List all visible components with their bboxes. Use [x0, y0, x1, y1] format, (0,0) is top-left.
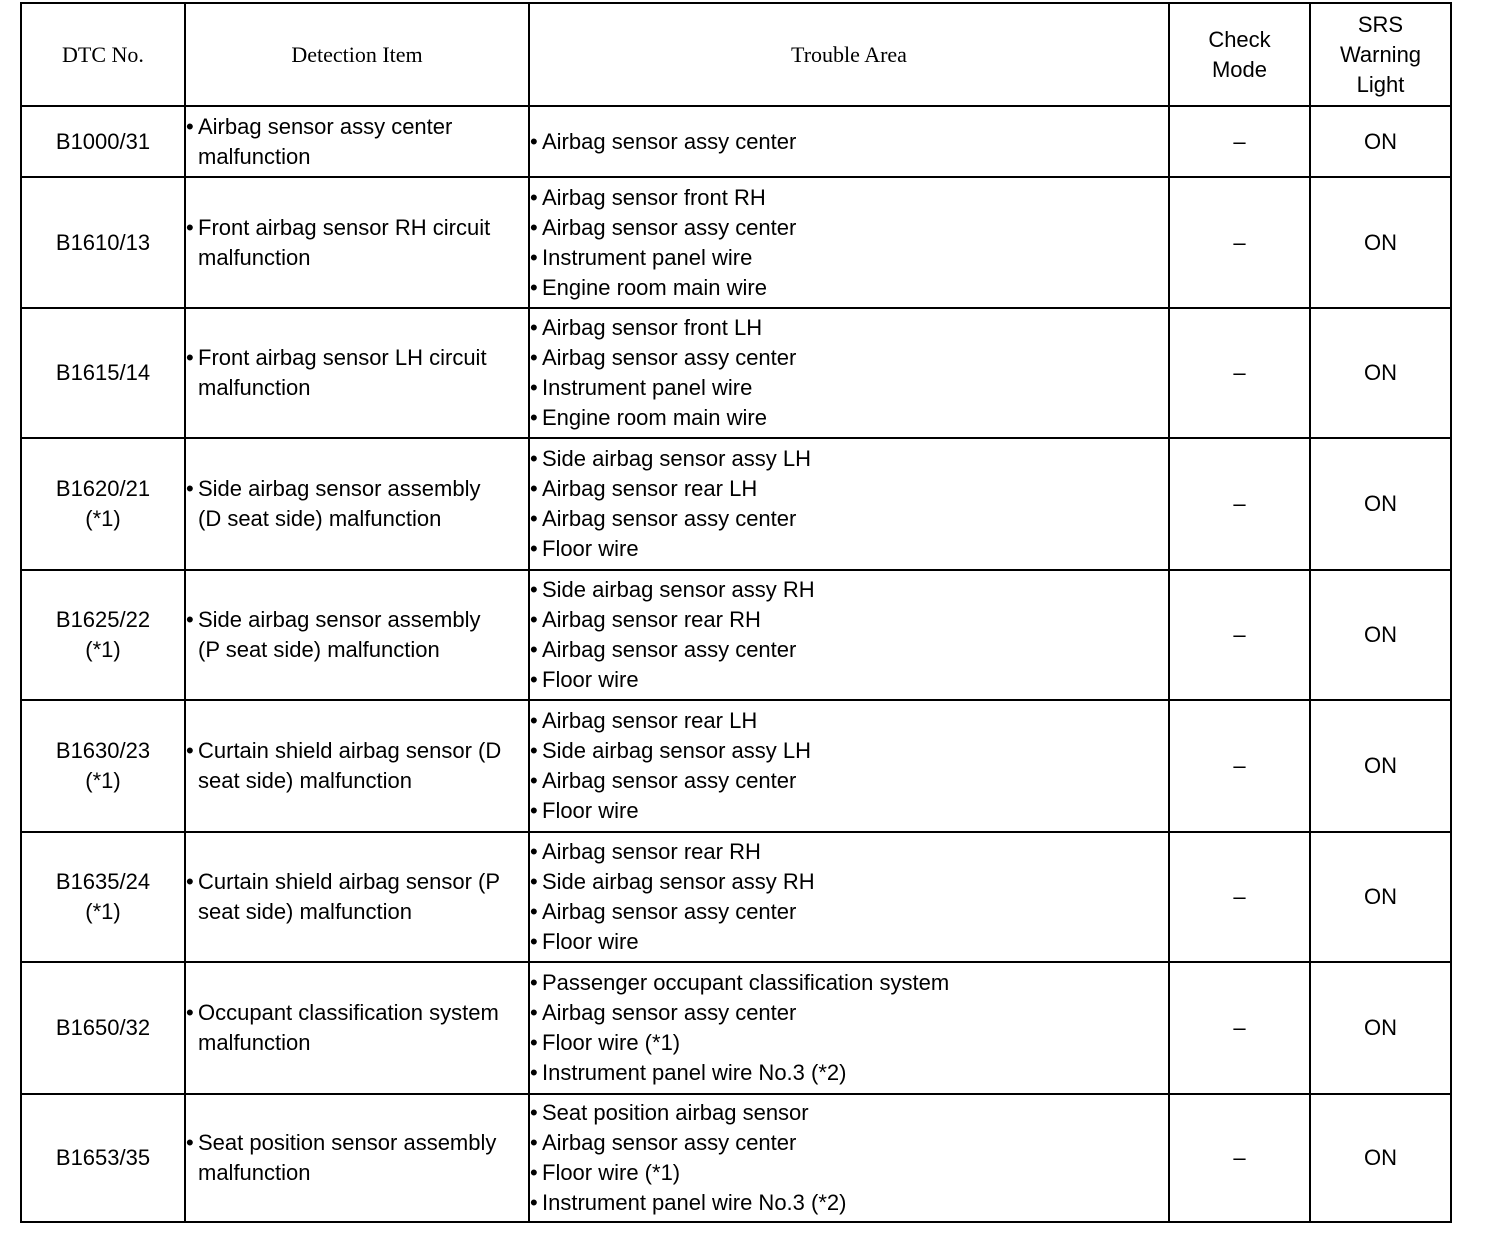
- trouble-area-item: [530, 1158, 1168, 1188]
- trouble-area-text: Floor wire (*1): [542, 1030, 681, 1055]
- srs-warning-light-cell: ON: [1310, 570, 1451, 700]
- bullet-glyph: •: [530, 274, 538, 300]
- trouble-area-text: Airbag sensor assy center: [542, 1130, 797, 1155]
- trouble-area-text: Airbag sensor assy center: [542, 506, 797, 531]
- bullet-glyph: •: [530, 345, 538, 370]
- detection-item-cell: [185, 438, 529, 570]
- dtc-table: [20, 2, 1452, 1223]
- table-row: [21, 700, 1451, 832]
- bullet-glyph: •: [530, 506, 538, 531]
- dtc-no-cell: B1650/32: [21, 962, 185, 1094]
- bullet-glyph: •: [530, 1160, 538, 1185]
- bullet-glyph: •: [530, 244, 538, 270]
- trouble-area-text: Passenger occupant classification system: [542, 970, 950, 995]
- detection-item-text: Side airbag sensor assembly (D seat side) malfunction: [198, 476, 481, 531]
- table-row: [21, 570, 1451, 700]
- bullet-glyph: •: [530, 738, 538, 763]
- trouble-area-text: Engine room main wire: [542, 405, 767, 430]
- dtc-no-cell: B1610/13: [21, 177, 185, 308]
- trouble-area-item: [530, 343, 1168, 373]
- check-mode-cell: –: [1169, 177, 1310, 308]
- trouble-area-item: [530, 575, 1168, 605]
- bullet-glyph: •: [530, 128, 538, 154]
- detection-item-text: Curtain shield airbag sensor (D seat side) malfunction: [198, 738, 502, 793]
- trouble-area-item: [530, 968, 1168, 998]
- trouble-area-text: Airbag sensor assy center: [542, 637, 797, 662]
- trouble-area-text: Floor wire: [542, 929, 639, 954]
- trouble-area-cell: [529, 177, 1169, 308]
- bullet-glyph: •: [186, 113, 194, 139]
- detection-item-cell: [185, 308, 529, 438]
- trouble-area-item: [530, 1028, 1168, 1058]
- trouble-area-text: Floor wire: [542, 667, 639, 692]
- dtc-no-cell: B1653/35: [21, 1094, 185, 1222]
- trouble-area-text: Side airbag sensor assy LH: [542, 738, 812, 763]
- check-mode-cell: –: [1169, 308, 1310, 438]
- bullet-glyph: •: [530, 708, 538, 733]
- trouble-area-cell: [529, 832, 1169, 962]
- trouble-area-text: Airbag sensor assy center: [542, 899, 797, 924]
- srs-warning-light-cell: ON: [1310, 832, 1451, 962]
- bullet-glyph: •: [530, 375, 538, 400]
- bullet-glyph: •: [530, 1030, 538, 1055]
- trouble-area-cell: [529, 570, 1169, 700]
- bullet-glyph: •: [186, 738, 194, 763]
- detection-item: [186, 998, 528, 1058]
- bullet-glyph: •: [530, 405, 538, 430]
- trouble-area-text: Airbag sensor rear RH: [542, 607, 761, 632]
- bullet-glyph: •: [186, 1000, 194, 1025]
- trouble-area-text: Engine room main wire: [542, 274, 767, 300]
- detection-item-text: Curtain shield airbag sensor (P seat side) malfunction: [198, 869, 501, 924]
- trouble-area-item: [530, 665, 1168, 695]
- trouble-area-text: Airbag sensor assy center: [542, 345, 797, 370]
- trouble-area-text: Airbag sensor rear LH: [542, 708, 758, 733]
- table-row: [21, 832, 1451, 962]
- trouble-area-text: Airbag sensor assy center: [542, 1000, 797, 1025]
- detection-item-text: Seat position sensor assembly malfunction: [198, 1130, 497, 1185]
- trouble-area-cell: [529, 700, 1169, 832]
- trouble-area-text: Floor wire: [542, 536, 639, 561]
- detection-item: [186, 474, 528, 534]
- trouble-area-item: [530, 605, 1168, 635]
- bullet-glyph: •: [530, 577, 538, 602]
- table-header: [21, 3, 1451, 106]
- srs-warning-light-cell: ON: [1310, 1094, 1451, 1222]
- trouble-area-text: Airbag sensor front LH: [542, 315, 763, 340]
- srs-warning-light-cell: ON: [1310, 700, 1451, 832]
- bullet-glyph: •: [530, 1130, 538, 1155]
- trouble-area-item: [530, 474, 1168, 504]
- trouble-area-item: [530, 444, 1168, 474]
- trouble-area-cell: [529, 1094, 1169, 1222]
- trouble-area-item: [530, 373, 1168, 403]
- bullet-glyph: •: [186, 869, 194, 894]
- bullet-glyph: •: [530, 536, 538, 561]
- detection-item: [186, 343, 528, 403]
- check-mode-cell: –: [1169, 1094, 1310, 1222]
- trouble-area-item: [530, 796, 1168, 826]
- trouble-area-text: Side airbag sensor assy RH: [542, 577, 815, 602]
- trouble-area-item: [530, 998, 1168, 1028]
- detection-item: [186, 736, 528, 796]
- detection-item-cell: [185, 700, 529, 832]
- trouble-area-item: [530, 127, 1168, 157]
- dtc-no-cell: B1620/21 (*1): [21, 438, 185, 570]
- table-row: [21, 177, 1451, 308]
- trouble-area-text: Floor wire: [542, 798, 639, 823]
- bullet-glyph: •: [530, 607, 538, 632]
- detection-item-cell: [185, 106, 529, 177]
- check-mode-cell: –: [1169, 962, 1310, 1094]
- table-row: [21, 1094, 1451, 1222]
- dtc-no-cell: B1625/22 (*1): [21, 570, 185, 700]
- trouble-area-text: Airbag sensor assy center: [542, 128, 797, 154]
- trouble-area-item: [530, 403, 1168, 433]
- bullet-glyph: •: [530, 184, 538, 210]
- bullet-glyph: •: [530, 476, 538, 501]
- detection-item-text: Side airbag sensor assembly (P seat side) malfunction: [198, 607, 481, 662]
- detection-item-text: Airbag sensor assy center malfunction: [198, 113, 453, 169]
- detection-item-cell: [185, 832, 529, 962]
- detection-item-cell: [185, 177, 529, 308]
- trouble-area-text: Instrument panel wire: [542, 375, 753, 400]
- trouble-area-item: [530, 1128, 1168, 1158]
- check-mode-cell: –: [1169, 570, 1310, 700]
- table-body: [21, 106, 1451, 1222]
- header-srs-warning-light: SRS Warning Light: [1310, 3, 1451, 106]
- header-check-mode: Check Mode: [1169, 3, 1310, 106]
- header-trouble-area: Trouble Area: [529, 3, 1169, 106]
- check-mode-cell: –: [1169, 106, 1310, 177]
- trouble-area-item: [530, 1188, 1168, 1218]
- trouble-area-item: [530, 837, 1168, 867]
- dtc-no-cell: B1615/14: [21, 308, 185, 438]
- trouble-area-item: [530, 1098, 1168, 1128]
- trouble-area-text: Seat position airbag sensor: [542, 1100, 809, 1125]
- header-detection-item: Detection Item: [185, 3, 529, 106]
- bullet-glyph: •: [186, 345, 194, 370]
- bullet-glyph: •: [530, 1060, 538, 1085]
- check-mode-cell: –: [1169, 832, 1310, 962]
- trouble-area-item: [530, 736, 1168, 766]
- srs-warning-light-cell: ON: [1310, 177, 1451, 308]
- dtc-no-cell: B1000/31: [21, 106, 185, 177]
- bullet-glyph: •: [530, 214, 538, 240]
- bullet-glyph: •: [530, 768, 538, 793]
- detection-item-text: Occupant classification system malfunction: [198, 1000, 499, 1055]
- trouble-area-cell: [529, 106, 1169, 177]
- trouble-area-text: Instrument panel wire: [542, 244, 753, 270]
- bullet-glyph: •: [530, 798, 538, 823]
- trouble-area-text: Side airbag sensor assy LH: [542, 446, 812, 471]
- trouble-area-text: Airbag sensor rear RH: [542, 839, 761, 864]
- detection-item-text: Front airbag sensor LH circuit malfunction: [198, 345, 487, 400]
- dtc-no-cell: B1630/23 (*1): [21, 700, 185, 832]
- trouble-area-item: [530, 504, 1168, 534]
- trouble-area-text: Airbag sensor rear LH: [542, 476, 758, 501]
- trouble-area-item: [530, 706, 1168, 736]
- srs-warning-light-cell: ON: [1310, 962, 1451, 1094]
- bullet-glyph: •: [530, 1100, 538, 1125]
- trouble-area-text: Instrument panel wire No.3 (*2): [542, 1190, 847, 1215]
- detection-item-cell: [185, 570, 529, 700]
- bullet-glyph: •: [530, 1000, 538, 1025]
- trouble-area-text: Instrument panel wire No.3 (*2): [542, 1060, 847, 1085]
- bullet-glyph: •: [186, 607, 194, 632]
- trouble-area-item: [530, 313, 1168, 343]
- bullet-glyph: •: [530, 315, 538, 340]
- trouble-area-cell: [529, 962, 1169, 1094]
- trouble-area-text: Airbag sensor assy center: [542, 214, 797, 240]
- trouble-area-text: Airbag sensor assy center: [542, 768, 797, 793]
- trouble-area-cell: [529, 438, 1169, 570]
- bullet-glyph: •: [186, 214, 194, 240]
- detection-item-cell: [185, 1094, 529, 1222]
- header-row: [21, 3, 1451, 106]
- bullet-glyph: •: [530, 839, 538, 864]
- check-mode-cell: –: [1169, 700, 1310, 832]
- trouble-area-text: Airbag sensor front RH: [542, 184, 766, 210]
- trouble-area-item: [530, 635, 1168, 665]
- detection-item-cell: [185, 962, 529, 1094]
- trouble-area-item: [530, 867, 1168, 897]
- detection-item-text: Front airbag sensor RH circuit malfunction: [198, 214, 491, 270]
- bullet-glyph: •: [186, 1130, 194, 1155]
- trouble-area-item: [530, 183, 1168, 213]
- bullet-glyph: •: [530, 1190, 538, 1215]
- trouble-area-text: Side airbag sensor assy RH: [542, 869, 815, 894]
- trouble-area-item: [530, 766, 1168, 796]
- srs-warning-light-cell: ON: [1310, 308, 1451, 438]
- bullet-glyph: •: [530, 446, 538, 471]
- bullet-glyph: •: [186, 476, 194, 501]
- trouble-area-item: [530, 897, 1168, 927]
- trouble-area-item: [530, 213, 1168, 243]
- detection-item: [186, 213, 528, 273]
- srs-warning-light-cell: ON: [1310, 106, 1451, 177]
- check-mode-cell: –: [1169, 438, 1310, 570]
- table-row: [21, 308, 1451, 438]
- bullet-glyph: •: [530, 899, 538, 924]
- trouble-area-text: Floor wire (*1): [542, 1160, 681, 1185]
- bullet-glyph: •: [530, 869, 538, 894]
- header-dtc-no: DTC No.: [21, 3, 185, 106]
- bullet-glyph: •: [530, 929, 538, 954]
- table-row: [21, 438, 1451, 570]
- dtc-no-cell: B1635/24 (*1): [21, 832, 185, 962]
- detection-item: [186, 605, 528, 665]
- trouble-area-item: [530, 534, 1168, 564]
- trouble-area-cell: [529, 308, 1169, 438]
- detection-item: [186, 1128, 528, 1188]
- bullet-glyph: •: [530, 667, 538, 692]
- detection-item: [186, 112, 528, 172]
- trouble-area-item: [530, 273, 1168, 303]
- table-row: [21, 962, 1451, 1094]
- bullet-glyph: •: [530, 970, 538, 995]
- trouble-area-item: [530, 1058, 1168, 1088]
- trouble-area-item: [530, 927, 1168, 957]
- trouble-area-item: [530, 243, 1168, 273]
- table-row: [21, 106, 1451, 177]
- detection-item: [186, 867, 528, 927]
- bullet-glyph: •: [530, 637, 538, 662]
- srs-warning-light-cell: ON: [1310, 438, 1451, 570]
